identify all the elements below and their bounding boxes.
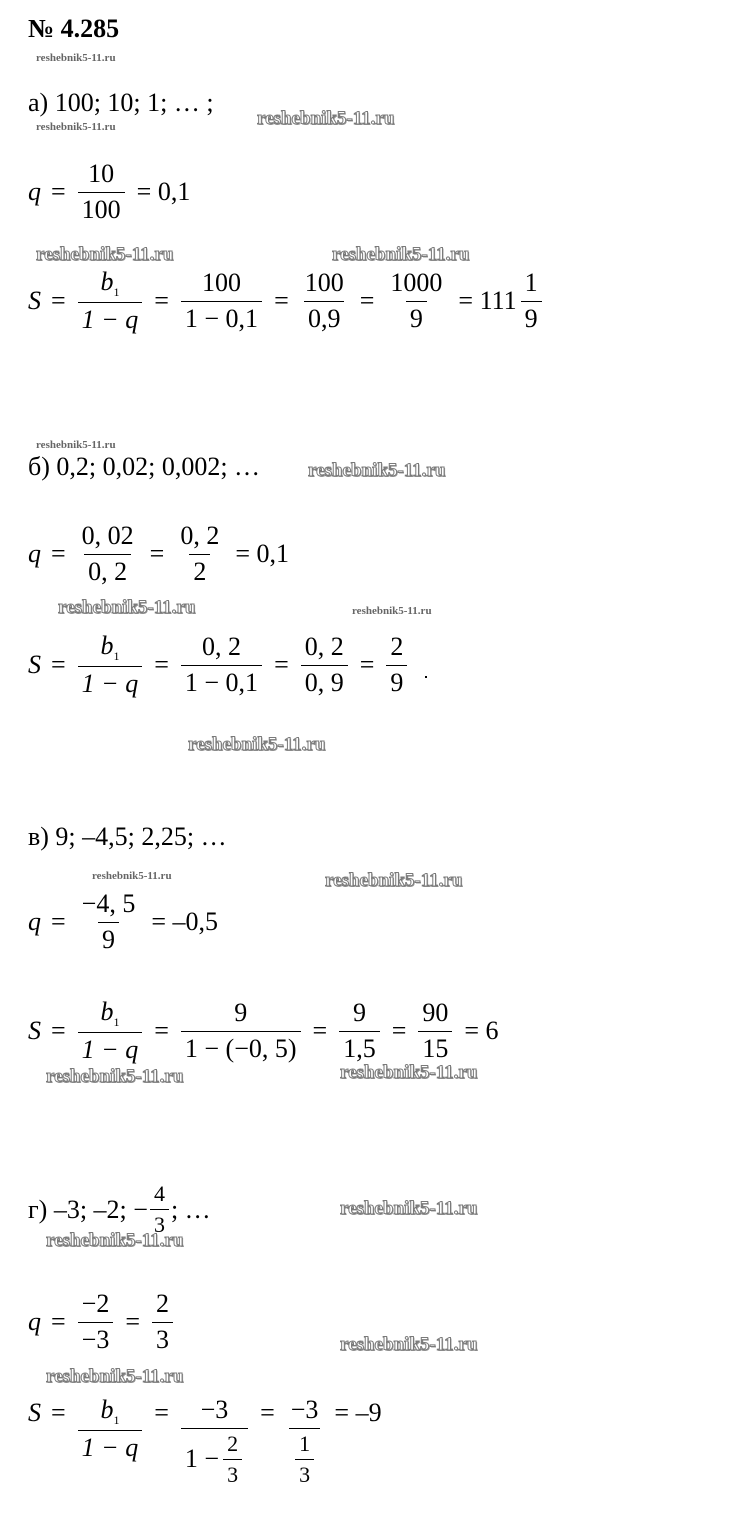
fraction: $\frac{1000}{9}$ — [390, 268, 443, 333]
equals-sign: = — [51, 177, 66, 207]
part-g-ratio: q = $\frac{-2}{-3}$ = $\frac{2}{3}$ — [28, 1290, 175, 1354]
fraction: $\frac{b_1}{1 - q}$ — [78, 998, 143, 1065]
fraction: −3 1 − $\frac{2}{3}$ — [181, 1396, 248, 1487]
fraction: $\frac{9}{1 - (-0, 5)}$ — [181, 999, 301, 1063]
watermark: reshebnik5-11.ru — [308, 460, 446, 481]
part-b-sequence: б) 0,2; 0,02; 0,002; … — [28, 452, 261, 481]
q-symbol: q — [28, 177, 41, 207]
fraction: $\frac{0, 2}{0, 9}$ — [301, 633, 348, 697]
fraction: $\frac{0, 02}{0, 2}$ — [81, 521, 134, 586]
problem-number: № 4.285 — [28, 14, 120, 43]
part-g-sum: S = $\frac{b_1}{1 - q}$ = −3 1 − $\frac{2}{3}$ = $\frac{-3}{\frac{1}{3}}$ = –9 — [28, 1395, 382, 1487]
fraction: $\frac{0, 2}{2}$ — [180, 521, 220, 586]
watermark: reshebnik5-11.ru — [340, 1062, 478, 1083]
fraction: $\frac{2}{9}$ — [386, 633, 407, 697]
watermark: reshebnik5-11.ru — [332, 244, 470, 265]
part-b-ratio: q = $\frac{0, 02}{0, 2}$ = $\frac{0, 2}{2}$ = 0,1 — [28, 521, 290, 586]
fraction: $\frac{b_1}{1 - q}$ — [78, 1396, 143, 1463]
part-a-sequence: а) 100; 10; 1; … ; — [28, 88, 214, 117]
fraction: $\frac{4}{3}$ — [150, 1182, 169, 1237]
watermark: reshebnik5-11.ru — [352, 605, 432, 617]
watermark: reshebnik5-11.ru — [46, 1230, 184, 1251]
fraction: $\frac{-4, 5}{9}$ — [81, 889, 136, 954]
watermark: reshebnik5-11.ru — [340, 1198, 478, 1219]
fraction: $\frac{2}{3}$ — [152, 1290, 173, 1354]
s-symbol: S — [28, 286, 41, 316]
fraction: $\frac{b_1}{1 - q}$ — [78, 268, 143, 335]
fraction: $\frac{-3}{\frac{1}{3}}$ — [290, 1395, 319, 1487]
fraction: $\frac{0, 2}{1 - 0,1}$ — [181, 633, 262, 697]
part-v-sum: S = $\frac{b_1}{1 - q}$ = $\frac{9}{1 - (-0, 5)}$ = $\frac{9}{1,5}$ = $\frac{90}{15}$ = 6 — [28, 997, 499, 1065]
result: = 0,1 — [136, 177, 191, 207]
watermark: reshebnik5-11.ru — [188, 734, 326, 755]
watermark: reshebnik5-11.ru — [257, 108, 395, 129]
fraction: $\frac{-2}{-3}$ — [78, 1290, 114, 1354]
watermark: reshebnik5-11.ru — [340, 1334, 478, 1355]
fraction: $\frac{b_1}{1 - q}$ — [78, 632, 143, 699]
part-b-sum: S = $\frac{b_1}{1 - q}$ = $\frac{0, 2}{1 - 0,1}$ = $\frac{0, 2}{0, 9}$ = $\frac{2}{9}$ — [28, 632, 409, 699]
mixed-number: = 111 $\frac{1}{9}$ — [458, 269, 543, 333]
watermark: reshebnik5-11.ru — [46, 1366, 184, 1387]
fraction: $\frac{2}{3}$ — [223, 1432, 242, 1487]
fraction: $\frac{100}{0,9}$ — [304, 268, 344, 333]
watermark: reshebnik5-11.ru — [36, 52, 116, 64]
fraction: $\frac{90}{15}$ — [418, 999, 452, 1063]
watermark: reshebnik5-11.ru — [58, 597, 196, 618]
part-a-sum: S = $\frac{b_1}{1 - q}$ = $\frac{100}{1 - 0,1}$ = $\frac{100}{0,9}$ = $\frac{1000}{9}$ = 111 $\frac{1}{9}$ — [28, 268, 544, 335]
fraction: $\frac{100}{1 - 0,1}$ — [181, 269, 262, 333]
fraction: $\frac{9}{1,5}$ — [339, 999, 380, 1063]
fraction: $\frac{10}{100}$ — [78, 160, 125, 224]
fraction: $\frac{1}{3}$ — [295, 1432, 314, 1487]
watermark: reshebnik5-11.ru — [36, 121, 116, 133]
watermark: reshebnik5-11.ru — [92, 870, 172, 882]
watermark: reshebnik5-11.ru — [325, 870, 463, 891]
part-v-sequence: в) 9; –4,5; 2,25; … — [28, 822, 227, 851]
part-g-sequence: г) –3; –2; − $\frac{4}{3}$ ; … — [28, 1181, 211, 1238]
stray-dot — [425, 676, 427, 678]
part-a-ratio — [28, 160, 190, 224]
watermark: reshebnik5-11.ru — [46, 1066, 184, 1087]
part-v-ratio: q = $\frac{-4, 5}{9}$ = –0,5 — [28, 889, 219, 954]
watermark: reshebnik5-11.ru — [36, 439, 116, 451]
watermark: reshebnik5-11.ru — [36, 244, 174, 265]
